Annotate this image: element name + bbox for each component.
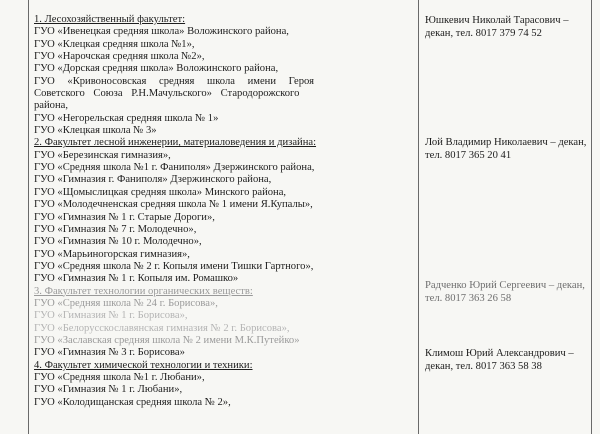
school-entry: ГУО «Гимназия № 3 г. Борисова» <box>34 347 185 359</box>
table-border-right <box>591 0 592 434</box>
faculty-heading: 1. Лесохозяйственный факультет: <box>34 14 186 25</box>
school-entry: ГУО «Гимназия № 1 г. Копыля им. Ромашко» <box>34 273 239 285</box>
school-entry: ГУО «Колодищанская средняя школа № 2», <box>34 396 231 408</box>
dean-contact: Лой Владимир Николаевич – декан, тел. 8017 365 20 41 <box>425 137 587 161</box>
school-entry: ГУО «Гимназия № 7 г. Молодечно», <box>34 223 197 235</box>
school-entry: ГУО «Березинская гимназия», <box>34 149 171 161</box>
school-entry: ГУО «Гимназия № 1 г. Старые Дороги», <box>34 211 215 223</box>
school-entry: ГУО «Ивенецкая средняя школа» Воложинского района, <box>34 26 289 38</box>
faculty-heading: 3. Факультет технологии органических веществ: <box>34 285 253 297</box>
school-entry: ГУО «Белорусскославянская гимназия № 2 г. Борисова», <box>34 322 290 334</box>
school-entry: ГУО «Гимназия № 1 г. Борисова», <box>34 310 188 322</box>
school-entry: ГУО «Гимназия № 10 г. Молодечно», <box>34 236 202 248</box>
table-border-middle <box>418 0 419 434</box>
school-entry: ГУО «Клецкая средняя школа №1», <box>34 38 195 50</box>
school-entry: ГУО «Нарочская средняя школа №2», <box>34 51 205 63</box>
school-entry: ГУО «Кривоносовская средняя школа имени Героя <box>34 75 314 87</box>
dean-contact: Юшкевич Николай Тарасович – декан, тел. 8017 379 74 52 <box>425 15 569 39</box>
school-entry: ГУО «Щомыслицкая средняя школа» Минского района, <box>34 186 287 198</box>
school-entry: ГУО «Средняя школа №1 г. Любани», <box>34 371 205 383</box>
school-entry: ГУО «Средняя школа №1 г. Фаниполя» Дзержинского района, <box>34 162 315 174</box>
school-entry: ГУО «Гимназия № 1 г. Любани», <box>34 384 183 396</box>
school-entry: ГУО «Молодечненская средняя школа № 1 имени Я.Купалы», <box>34 199 313 211</box>
school-entry: ГУО «Гимназия г. Фаниполя» Дзержинского района, <box>34 174 272 186</box>
school-entry: Советского Союза Р.Н.Мачульского» Стародорожского <box>34 88 300 100</box>
dean-contact: Радченко Юрий Сергеевич – декан, тел. 8017 363 26 58 <box>425 280 585 304</box>
school-entry: ГУО «Клецкая школа № 3» <box>34 125 157 137</box>
school-entry: района, <box>34 100 68 112</box>
school-entry: ГУО «Средняя школа № 2 г. Копыля имени Тишки Гартного», <box>34 260 314 272</box>
school-entry: ГУО «Марьиногорская гимназия», <box>34 248 190 260</box>
school-entry: ГУО «Заславская средняя школа № 2 имени М.К.Путейко» <box>34 334 300 346</box>
school-entry: ГУО «Дорская средняя школа» Воложинского района, <box>34 63 279 75</box>
table-border-left <box>28 0 29 434</box>
school-entry: ГУО «Средняя школа № 24 г. Борисова», <box>34 297 218 309</box>
schools-column <box>34 14 416 409</box>
faculty-heading: 4. Факультет химической технологии и техники: <box>34 359 253 371</box>
dean-contact: Климош Юрий Александрович – декан, тел. 8017 363 58 38 <box>425 348 574 372</box>
faculty-heading: 2. Факультет лесной инженерии, материаловедения и дизайна: <box>34 137 317 149</box>
school-entry: ГУО «Негорельская средняя школа № 1» <box>34 112 219 124</box>
